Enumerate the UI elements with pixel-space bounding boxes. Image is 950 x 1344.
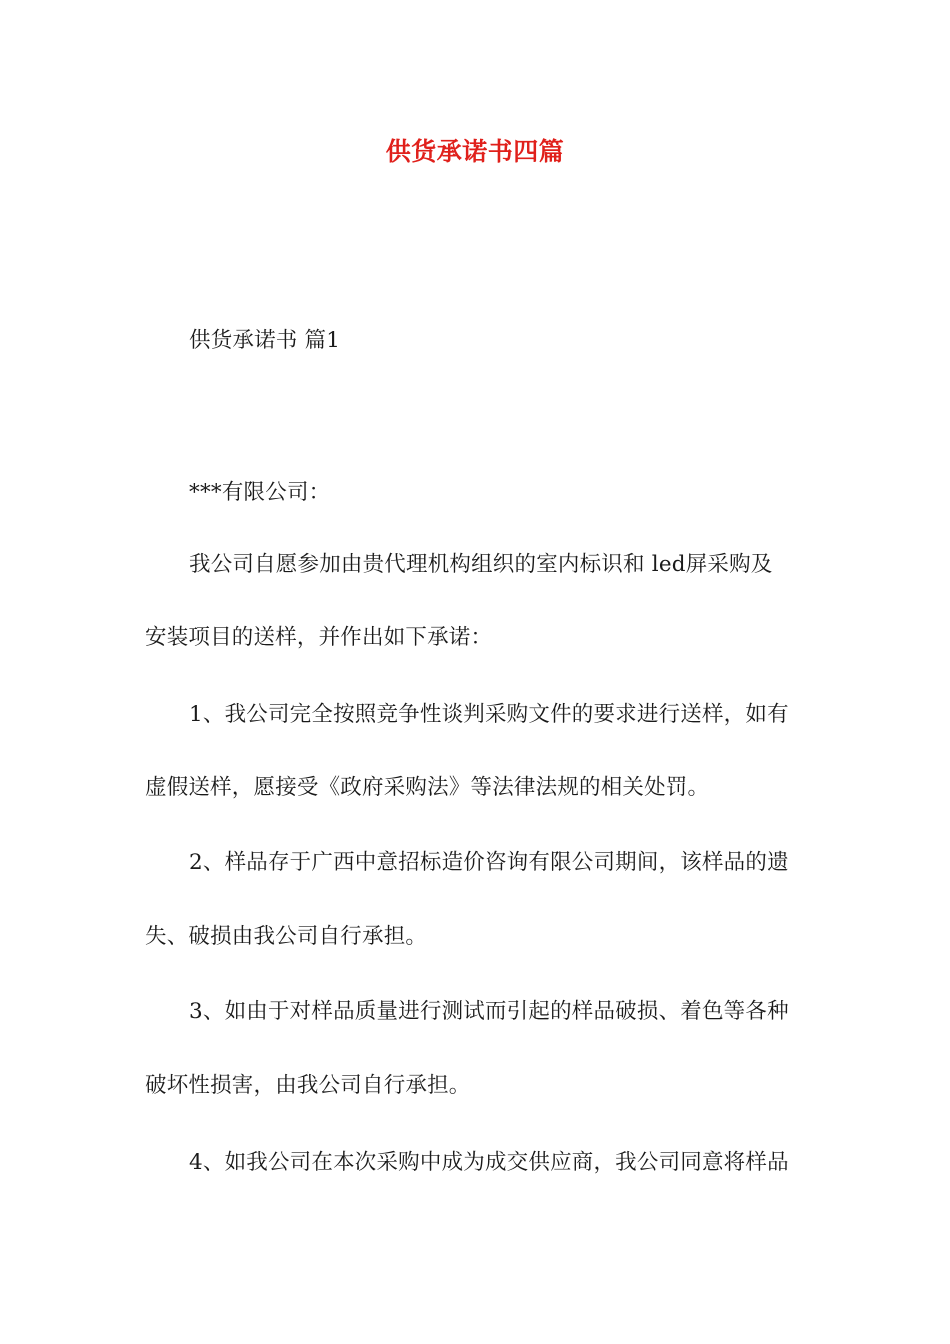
- paragraph-line: 1、我公司完全按照竞争性谈判采购文件的要求进行送样，如有: [189, 702, 789, 727]
- paragraph-line: 4、如我公司在本次采购中成为成交供应商，我公司同意将样品: [189, 1150, 789, 1175]
- paragraph-line: 安装项目的送样，并作出如下承诺：: [145, 625, 493, 650]
- paragraph-line: 破坏性损害，由我公司自行承担。: [145, 1073, 471, 1098]
- paragraph-line: 我公司自愿参加由贵代理机构组织的室内标识和 led屏采购及: [189, 552, 773, 577]
- paragraph-line: 失、破损由我公司自行承担。: [145, 924, 428, 949]
- salutation: ***有限公司：: [189, 480, 331, 505]
- paragraph-line: 2、样品存于广西中意招标造价咨询有限公司期间，该样品的遗: [189, 850, 789, 875]
- paragraph-line: 虚假送样，愿接受《政府采购法》等法律法规的相关处罚。: [145, 775, 710, 800]
- document-title: 供货承诺书四篇: [385, 137, 565, 166]
- section-heading: 供货承诺书 篇1: [189, 328, 341, 353]
- paragraph-line: 3、如由于对样品质量进行测试而引起的样品破损、着色等各种: [189, 999, 789, 1024]
